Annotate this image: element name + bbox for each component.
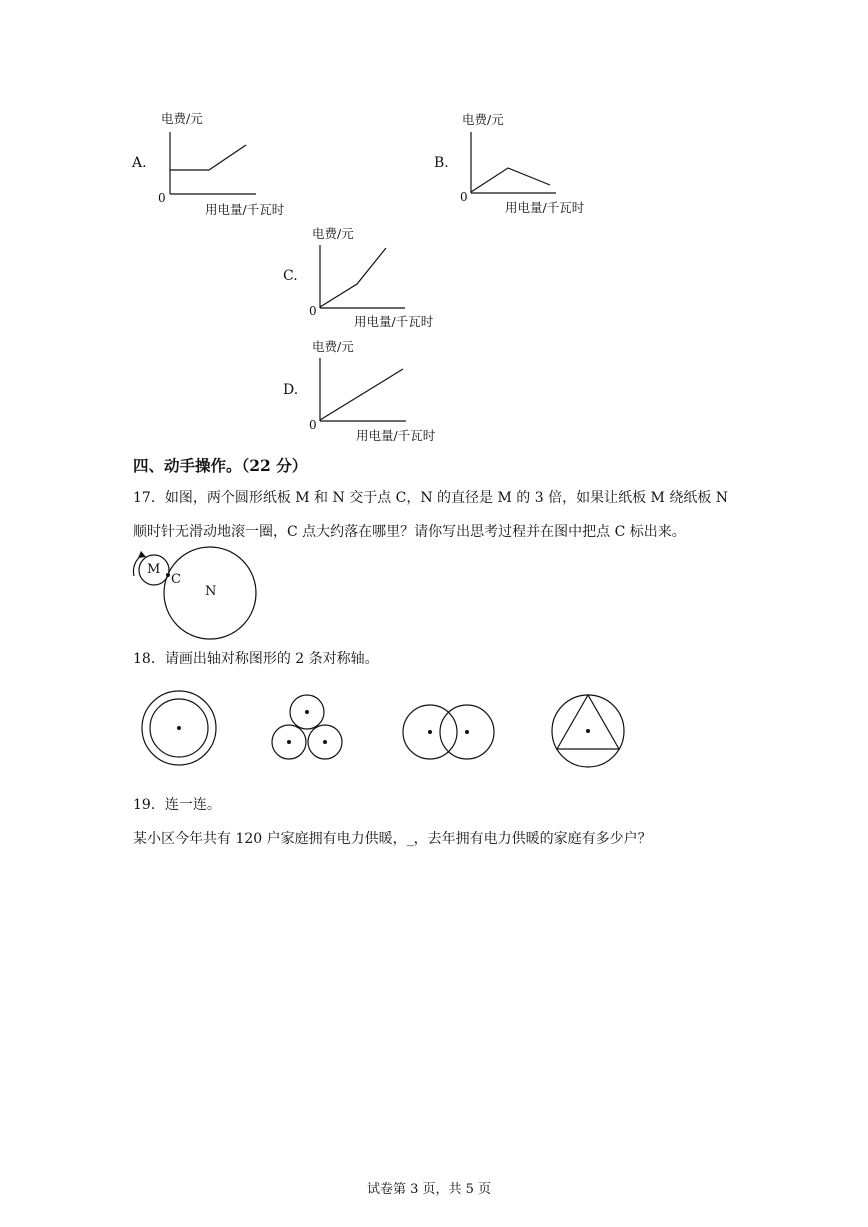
option-b-label: B. [434,155,449,171]
label-n: N [205,584,217,599]
option-b-ylabel: 电费/元 [462,112,504,127]
q18-text: 18．请画出轴对称图形的 2 条对称轴。 [133,651,379,667]
option-d-ylabel: 电费/元 [312,339,354,354]
q17-line1: 17．如图，两个圆形纸板 M 和 N 交于点 C，N 的直径是 M 的 3 倍，如果让纸板 M 绕纸板 N [133,490,729,506]
section-4-title: 四、动手操作。（22 分） [133,456,308,475]
option-c-origin: 0 [309,304,317,318]
option-d-xlabel: 用电量/千瓦时 [356,428,436,443]
option-d-origin: 0 [309,418,317,432]
figure-three-circles [272,695,342,759]
figure-concentric-circles [142,691,216,765]
label-c: C [171,572,181,587]
q19-title: 19．连一连。 [133,797,221,813]
option-b-xlabel: 用电量/千瓦时 [505,200,585,215]
option-a-origin: 0 [158,191,166,205]
q17-line2: 顺时针无滑动地滚一圈，C 点大约落在哪里？请你写出思考过程并在图中把点 C 标出来。 [133,524,686,540]
option-a-xlabel: 用电量/千瓦时 [205,202,285,217]
q19-text: 某小区今年共有 120 户家庭拥有电力供暖，_，去年拥有电力供暖的家庭有多少户？ [133,831,652,847]
option-c-label: C. [283,268,298,284]
option-a-label: A. [132,155,147,171]
figure-circle-with-triangle [552,695,624,767]
option-c-xlabel: 用电量/千瓦时 [354,314,434,329]
option-a-ylabel: 电费/元 [161,111,203,126]
page-footer: 试卷第 3 页，共 5 页 [367,1182,492,1197]
label-m: M [147,562,161,577]
figure-two-overlapping-circles [403,705,494,759]
option-c-ylabel: 电费/元 [312,226,354,241]
option-d-label: D. [283,382,299,398]
option-b-origin: 0 [460,190,468,204]
